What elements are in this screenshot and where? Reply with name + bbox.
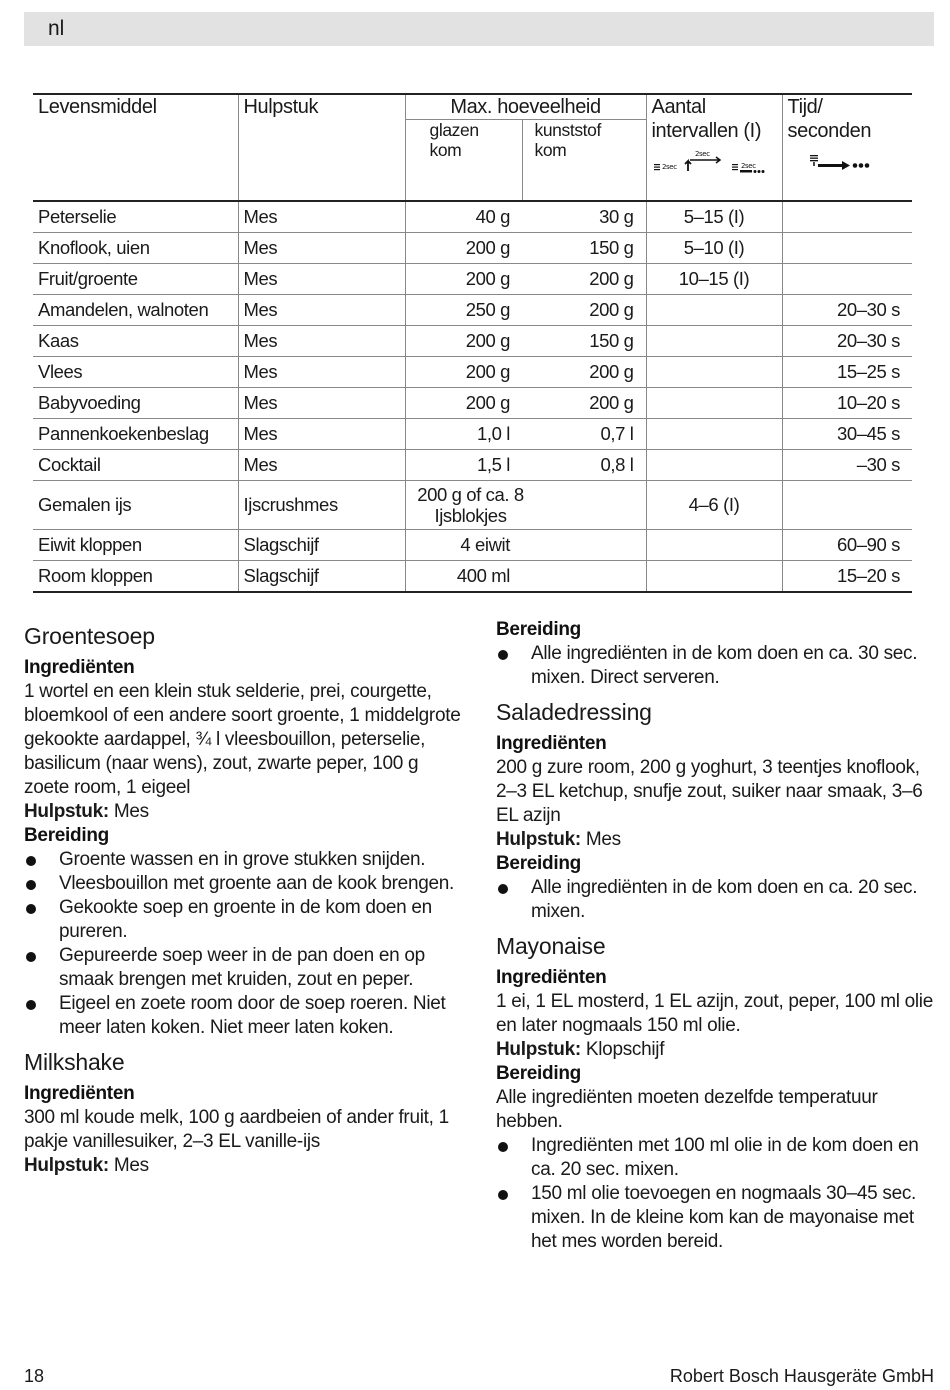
bullet-icon — [26, 952, 36, 962]
list-item — [496, 876, 936, 924]
list-item — [24, 848, 464, 872]
col-glass-header — [405, 120, 522, 202]
cell-time: 20–30 s — [782, 326, 912, 357]
soup-ingredients: 1 wortel en een klein stuk selderie, prei, courgette, bloemkool of een andere soort groente, 1 middelgrote gekookte aardappel, ¾ l vleesbouillon, peterselie, basilicum (naar wens), zout, zwarte peper, 100 g zoete room, 1 eigeel — [24, 681, 461, 798]
cell-tool: Ijscrushmes — [238, 481, 405, 530]
cell-time: 15–25 s — [782, 357, 912, 388]
cell-food: Babyvoeding — [33, 388, 238, 419]
list-item — [496, 1134, 936, 1182]
soup-title: Groentesoep — [24, 623, 155, 649]
cell-intervals — [646, 388, 782, 419]
cell-glass: 40 g — [405, 201, 522, 233]
cell-intervals: 5–10 (I) — [646, 233, 782, 264]
milkshake-tool-value: Mes — [108, 1155, 149, 1176]
cell-food: Gemalen ijs — [33, 481, 238, 530]
cell-tool: Slagschijf — [238, 530, 405, 561]
cell-time — [782, 233, 912, 264]
bullet-icon — [26, 856, 36, 866]
cell-plastic: 150 g — [522, 233, 646, 264]
soup-tool — [24, 800, 464, 824]
mayo-ingredients: 1 ei, 1 EL mosterd, 1 EL azijn, zout, peper, 100 ml olie en later nogmaals 150 ml olie. — [496, 991, 933, 1036]
table-row — [33, 481, 912, 530]
salad-ingredients: 200 g zure room, 200 g yoghurt, 3 teentjes knoflook, 2–3 EL ketchup, snufje zout, suiker naar smaak, 3–6 EL azijn — [496, 757, 923, 826]
food-table — [33, 93, 912, 593]
cell-food: Amandelen, walnoten — [33, 295, 238, 326]
cell-tool: Mes — [238, 201, 405, 233]
cell-intervals: 10–15 (I) — [646, 264, 782, 295]
mayo-prep-heading: Bereiding — [496, 1063, 581, 1084]
bullet-icon — [498, 1142, 508, 1152]
cell-glass: 200 g — [405, 326, 522, 357]
cell-tool: Mes — [238, 233, 405, 264]
cell-food: Kaas — [33, 326, 238, 357]
icon-label-b: 2sec — [694, 150, 710, 158]
cell-food: Peterselie — [33, 201, 238, 233]
cell-time: –30 s — [782, 450, 912, 481]
col-max-header: Max. hoeveelheid — [405, 94, 646, 120]
cell-plastic — [522, 561, 646, 593]
company-name: Robert Bosch Hausgeräte GmbH — [669, 1366, 934, 1386]
list-item-text: Ingrediënten met 100 ml olie in de kom doen en ca. 20 sec. mixen. — [531, 1135, 919, 1180]
milkshake-steps — [496, 642, 936, 690]
cell-tool: Mes — [238, 419, 405, 450]
cell-glass: 400 ml — [405, 561, 522, 593]
bullet-icon — [26, 1000, 36, 1010]
cell-glass: 200 g — [405, 264, 522, 295]
table-row — [33, 530, 912, 561]
list-item — [24, 896, 464, 944]
cell-tool: Mes — [238, 295, 405, 326]
bullet-icon — [498, 650, 508, 660]
cell-plastic — [522, 530, 646, 561]
list-item-text: Alle ingrediënten in de kom doen en ca. 30 sec. mixen. Direct serveren. — [531, 643, 918, 688]
language-bar — [24, 12, 934, 46]
continuous-mode-icon — [806, 151, 886, 171]
col-glass-label: glazen kom — [429, 120, 479, 160]
cell-intervals — [646, 530, 782, 561]
list-item-text: Groente wassen en in grove stukken snijden. — [59, 849, 426, 870]
cell-tool: Mes — [238, 264, 405, 295]
cell-time — [782, 201, 912, 233]
icon-label-c: 2sec — [740, 162, 756, 170]
bullet-icon — [498, 884, 508, 894]
cell-food: Fruit/groente — [33, 264, 238, 295]
pulse-interval-icon — [652, 147, 772, 177]
table-row — [33, 233, 912, 264]
col-intervals-header — [646, 94, 782, 201]
mayo-ingredients-heading: Ingrediënten — [496, 967, 607, 988]
mayo-tool-label: Hulpstuk: — [496, 1039, 581, 1060]
cell-plastic: 200 g — [522, 264, 646, 295]
page-number: 18 — [24, 1366, 45, 1386]
cell-plastic: 200 g — [522, 388, 646, 419]
language-code: nl — [48, 17, 65, 40]
milkshake-ingredients: 300 ml koude melk, 100 g aardbeien of ander fruit, 1 pakje vanillesuiker, 2–3 EL vanille-ijs — [24, 1107, 449, 1152]
mayonaise-title: Mayonaise — [496, 933, 606, 959]
cell-glass — [405, 481, 646, 530]
cell-intervals: 4–6 (I) — [646, 481, 782, 530]
cell-time: 15–20 s — [782, 561, 912, 593]
table-row — [33, 201, 912, 233]
cell-glass: 4 eiwit — [405, 530, 522, 561]
cell-plastic: 30 g — [522, 201, 646, 233]
salad-tool-value: Mes — [580, 829, 621, 850]
mayo-prep-note: Alle ingrediënten moeten dezelfde temperatuur hebben. — [496, 1087, 878, 1132]
salad-prep-heading: Bereiding — [496, 853, 581, 874]
list-item — [496, 1182, 936, 1254]
salad-tool — [496, 828, 936, 852]
list-item-text: 150 ml olie toevoegen en nogmaals 30–45 sec. mixen. In de kleine kom kan de mayonaise met het mes worden bereid. — [531, 1183, 917, 1252]
cell-food: Vlees — [33, 357, 238, 388]
cell-plastic: 0,8 l — [522, 450, 646, 481]
cell-food: Room kloppen — [33, 561, 238, 593]
col-plastic-label: kunststof kom — [534, 120, 601, 160]
cell-glass: 200 g — [405, 357, 522, 388]
saladedressing-title: Saladedressing — [496, 699, 652, 725]
list-item-text: Vleesbouillon met groente aan de kook brengen. — [59, 873, 454, 894]
table-row — [33, 264, 912, 295]
cell-glass: 200 g — [405, 388, 522, 419]
salad-steps — [496, 876, 936, 924]
cell-tool: Mes — [238, 450, 405, 481]
milkshake-prep-heading: Bereiding — [496, 619, 581, 640]
col-intervals-label: Aantal intervallen (I) — [651, 96, 762, 142]
cell-intervals: 5–15 (I) — [646, 201, 782, 233]
cell-intervals — [646, 450, 782, 481]
cell-plastic: 200 g — [522, 357, 646, 388]
cell-food: Knoflook, uien — [33, 233, 238, 264]
soup-ingredients-heading: Ingrediënten — [24, 657, 135, 678]
list-item-text: Alle ingrediënten in de kom doen en ca. 20 sec. mixen. — [531, 877, 918, 922]
soup-tool-label: Hulpstuk: — [24, 801, 109, 822]
left-column — [24, 618, 464, 1178]
cell-time: 10–20 s — [782, 388, 912, 419]
milkshake-tool — [24, 1154, 464, 1178]
soup-steps — [24, 848, 464, 1040]
milkshake-title: Milkshake — [24, 1049, 125, 1075]
cell-time: 20–30 s — [782, 295, 912, 326]
list-item — [496, 642, 936, 690]
col-time-label: Tijd/ seconden — [787, 96, 872, 142]
right-column — [496, 618, 936, 1254]
cell-time: 30–45 s — [782, 419, 912, 450]
cell-intervals — [646, 561, 782, 593]
salad-tool-label: Hulpstuk: — [496, 829, 581, 850]
cell-glass: 1,0 l — [405, 419, 522, 450]
cell-food: Eiwit kloppen — [33, 530, 238, 561]
bullet-icon — [26, 880, 36, 890]
cell-intervals — [646, 295, 782, 326]
list-item — [24, 872, 464, 896]
cell-intervals — [646, 419, 782, 450]
table-row — [33, 388, 912, 419]
cell-plastic: 150 g — [522, 326, 646, 357]
cell-food: Cocktail — [33, 450, 238, 481]
soup-prep-heading: Bereiding — [24, 825, 109, 846]
milkshake-ingredients-heading: Ingrediënten — [24, 1083, 135, 1104]
milkshake-tool-label: Hulpstuk: — [24, 1155, 109, 1176]
table-row — [33, 357, 912, 388]
cell-glass: 1,5 l — [405, 450, 522, 481]
bullet-icon — [26, 904, 36, 914]
cell-tool: Slagschijf — [238, 561, 405, 593]
mayo-tool-value: Klopschijf — [580, 1039, 665, 1060]
salad-ingredients-heading: Ingrediënten — [496, 733, 607, 754]
col-tool-header: Hulpstuk — [238, 94, 405, 201]
cell-time — [782, 481, 912, 530]
table-row — [33, 561, 912, 593]
cell-intervals — [646, 326, 782, 357]
mayo-steps — [496, 1134, 936, 1254]
cell-tool: Mes — [238, 326, 405, 357]
icon-label-a: 2sec — [661, 163, 677, 171]
cell-glass: 200 g — [405, 233, 522, 264]
col-plastic-header — [522, 120, 646, 202]
cell-intervals — [646, 357, 782, 388]
cell-tool: Mes — [238, 357, 405, 388]
table-row — [33, 295, 912, 326]
mayo-tool — [496, 1038, 936, 1062]
cell-time — [782, 264, 912, 295]
list-item-text: Eigeel en zoete room door de soep roeren. Niet meer laten koken. Niet meer laten koken. — [59, 993, 446, 1038]
cell-tool: Mes — [238, 388, 405, 419]
cell-glass: 250 g — [405, 295, 522, 326]
cell-plastic: 200 g — [522, 295, 646, 326]
table-row — [33, 326, 912, 357]
col-food-header: Levensmiddel — [33, 94, 238, 201]
cell-food: Pannenkoekenbeslag — [33, 419, 238, 450]
cell-plastic: 0,7 l — [522, 419, 646, 450]
table-row — [33, 450, 912, 481]
list-item-text: Gekookte soep en groente in de kom doen en pureren. — [59, 897, 432, 942]
bullet-icon — [498, 1190, 508, 1200]
table-row — [33, 419, 912, 450]
list-item — [24, 992, 464, 1040]
list-item — [24, 944, 464, 992]
cell-glass-text: 200 g of ca. 8 Ijsblokjes — [417, 484, 524, 526]
cell-time: 60–90 s — [782, 530, 912, 561]
col-time-header — [782, 94, 912, 201]
soup-tool-value: Mes — [108, 801, 149, 822]
list-item-text: Gepureerde soep weer in de pan doen en op smaak brengen met kruiden, zout en peper. — [59, 945, 425, 990]
